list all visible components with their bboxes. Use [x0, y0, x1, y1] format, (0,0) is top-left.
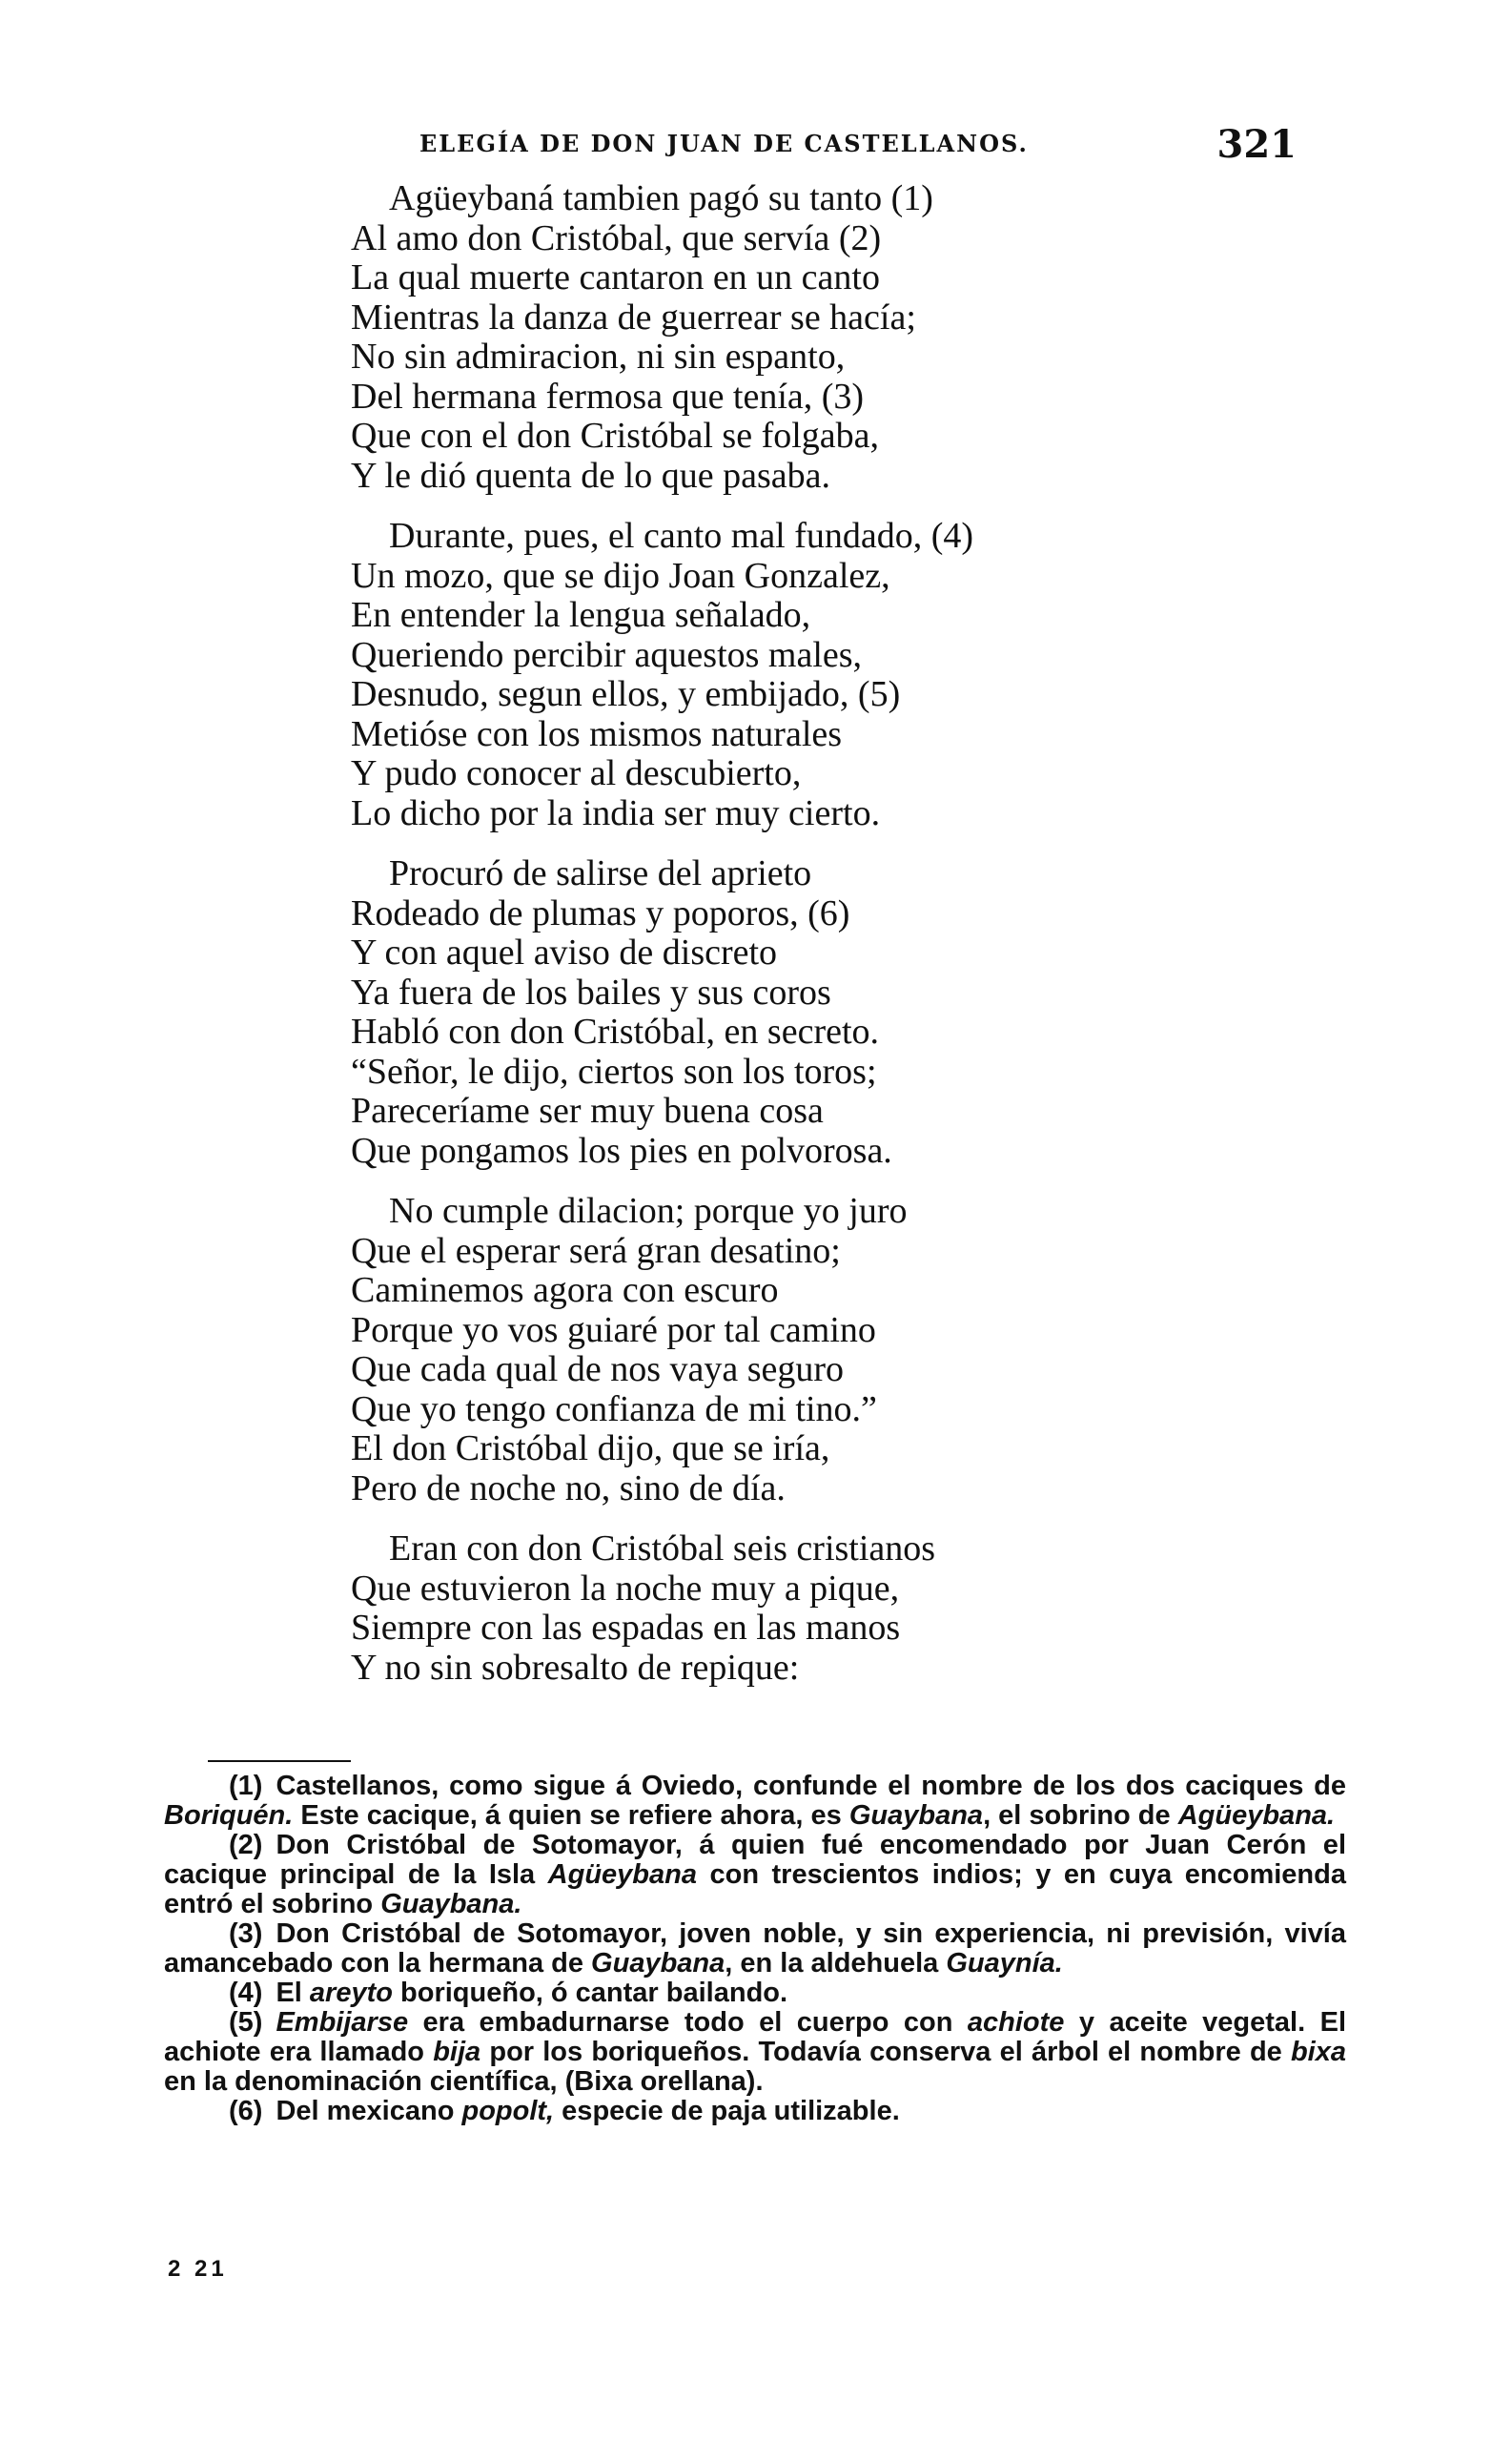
footnote-text: Castellanos, como sigue á Oviedo, confunde el nombre de los dos caciques de — [276, 1771, 1346, 1801]
verse-line: Siempre con las espadas en las manos — [351, 1608, 901, 1648]
footnote-italic-text: Guaybana — [848, 1800, 984, 1831]
footnote-text: El — [276, 1978, 310, 2008]
footnote-italic-text: Guaybana. — [380, 1889, 522, 1919]
stanza — [351, 1192, 1304, 1508]
footnote-italic-text: Agüeybana. — [1177, 1800, 1336, 1831]
verse-line: Un mozo, que se dijo Joan Gonzalez, — [351, 555, 890, 596]
footnote-text: boriqueño, ó cantar bailando. — [392, 1978, 788, 2008]
footnote-text: con trescientos indios; y en cuya encomienda entró el sobrino — [164, 1859, 1346, 1919]
footnote-italic-text: Guaybana — [591, 1948, 725, 1979]
footnote-text: Este cacique, á quien se refiere ahora, es — [293, 1800, 849, 1831]
footnotes — [164, 1772, 1346, 2126]
verse-line: Ya fuera de los bailes y sus coros — [351, 972, 831, 1013]
stanza — [351, 854, 1304, 1171]
verse-line: Rodeado de plumas y poporos, (6) — [351, 892, 850, 933]
footnote-marker: (5) — [229, 2007, 263, 2038]
footnote-text: , en la aldehuela — [725, 1948, 947, 1979]
verse-line: Que pongamos los pies en polvorosa. — [351, 1130, 892, 1171]
footnote-marker: (6) — [229, 2096, 263, 2126]
footnote-italic-text: bixa — [1290, 2037, 1346, 2067]
footnote — [164, 2097, 1346, 2126]
verse-line: Queriendo percibir aquestos males, — [351, 634, 863, 675]
page-header — [419, 122, 1316, 170]
footnote — [164, 2008, 1346, 2097]
verse-line: Que cada qual de nos vaya seguro — [351, 1349, 845, 1389]
verse-line: Y con aquel aviso de discreto — [351, 933, 778, 973]
running-title: ELEGÍA DE DON JUAN DE CASTELLANOS. — [419, 130, 1029, 157]
footnote-text: , el sobrino de — [983, 1800, 1178, 1831]
verse-line: Mientras la danza de guerrear se hacía; — [351, 297, 916, 338]
footnote-italic-text: areyto — [309, 1978, 393, 2008]
verse-line: Que yo tengo confianza de mi tino.” — [351, 1388, 877, 1429]
verse-line: Metióse con los mismos naturales — [351, 713, 843, 754]
footnote-text: era embadurnarse todo el cuerpo con — [408, 2007, 968, 2038]
verse-line: La qual muerte cantaron en un canto — [351, 257, 880, 297]
footnote-marker: (1) — [229, 1771, 263, 1801]
verse-line: Habló con don Cristóbal, en secreto. — [351, 1012, 880, 1052]
stanza — [351, 1529, 1304, 1688]
footnote-text: y aceite vegetal. El achiote era llamado — [164, 2007, 1347, 2067]
footnote-italic-text: Guaynía. — [946, 1948, 1063, 1979]
footnote-text: Don Cristóbal de Sotomayor, joven noble, y sin experiencia, ni previsión, vivía amancebado con la hermana de — [164, 1918, 1346, 1979]
verse-line: Durante, pues, el canto mal fundado, (4) — [389, 516, 974, 556]
stanza — [351, 179, 1304, 496]
footnote-marker: (4) — [229, 1978, 263, 2008]
verse-line: Lo dicho por la india ser muy cierto. — [351, 792, 881, 833]
verse-line: Procuró de salirse del aprieto — [389, 853, 812, 893]
footnote — [164, 1772, 1346, 1831]
verse-line: Caminemos agora con escuro — [351, 1270, 779, 1310]
verse-line: Porque yo vos guiaré por tal camino — [351, 1309, 876, 1350]
verse-line: Y no sin sobresalto de repique: — [351, 1647, 800, 1688]
verse-line: Agüeybaná tambien pagó su tanto (1) — [389, 178, 933, 218]
footnote-marker: (3) — [229, 1918, 263, 1949]
verse-line: “Señor, le dijo, ciertos son los toros; — [351, 1051, 877, 1092]
verse-line: Pero de noche no, sino de día. — [351, 1467, 786, 1508]
page-number: 321 — [1216, 122, 1297, 167]
verse-line: En entender la lengua señalado, — [351, 595, 811, 635]
footnote-italic-text: bija — [433, 2037, 481, 2067]
footnote-text: Don Cristóbal de Sotomayor, á quien fué encomendado por Juan Cerón el cacique principal de la Isla — [164, 1830, 1346, 1890]
verse-line: Y le dió quenta de lo que pasaba. — [351, 455, 830, 496]
verse-line: Y pudo conocer al descubierto, — [351, 753, 802, 793]
verse-line: Desnudo, segun ellos, y embijado, (5) — [351, 674, 901, 714]
footnote — [164, 1979, 1346, 2008]
verse-line: No cumple dilacion; porque yo juro — [389, 1191, 908, 1231]
footnote-italic-text: Boriquén. — [164, 1800, 294, 1831]
footnote-text: por los boriqueños. Todavía conserva el árbol el nombre de — [480, 2037, 1291, 2067]
poem — [351, 179, 1304, 1709]
footnote-text: especie de paja utilizable. — [554, 2096, 900, 2126]
verse-line: Eran con don Cristóbal seis cristianos — [389, 1528, 936, 1569]
footnote-italic-text: Agüeybana — [547, 1859, 697, 1890]
footnote-text: Del mexicano — [276, 2096, 462, 2126]
footnote — [164, 1831, 1346, 1919]
footnote — [164, 1919, 1346, 1979]
footnote-divider — [208, 1760, 351, 1762]
verse-line: Que el esperar será gran desatino; — [351, 1230, 841, 1271]
verse-line: El don Cristóbal dijo, que se iría, — [351, 1428, 830, 1468]
verse-line: Del hermana fermosa que tenía, (3) — [351, 376, 865, 417]
verse-line: Que estuvieron la noche muy a pique, — [351, 1568, 900, 1609]
signature-mark: 2 21 — [168, 2256, 228, 2282]
verse-line: No sin admiracion, ni sin espanto, — [351, 337, 846, 377]
stanza — [351, 517, 1304, 833]
verse-line: Pareceríame ser muy buena cosa — [351, 1091, 824, 1131]
footnote-italic-text: achiote — [967, 2007, 1065, 2038]
verse-line: Al amo don Cristóbal, que servía (2) — [351, 217, 882, 258]
footnote-marker: (2) — [229, 1830, 263, 1860]
footnote-text: en la denominación científica, (Bixa orellana). — [164, 2066, 764, 2097]
footnote-italic-text: popolt, — [461, 2096, 555, 2126]
verse-line: Que con el don Cristóbal se folgaba, — [351, 416, 880, 456]
footnote-italic-text: Embijarse — [276, 2007, 409, 2038]
